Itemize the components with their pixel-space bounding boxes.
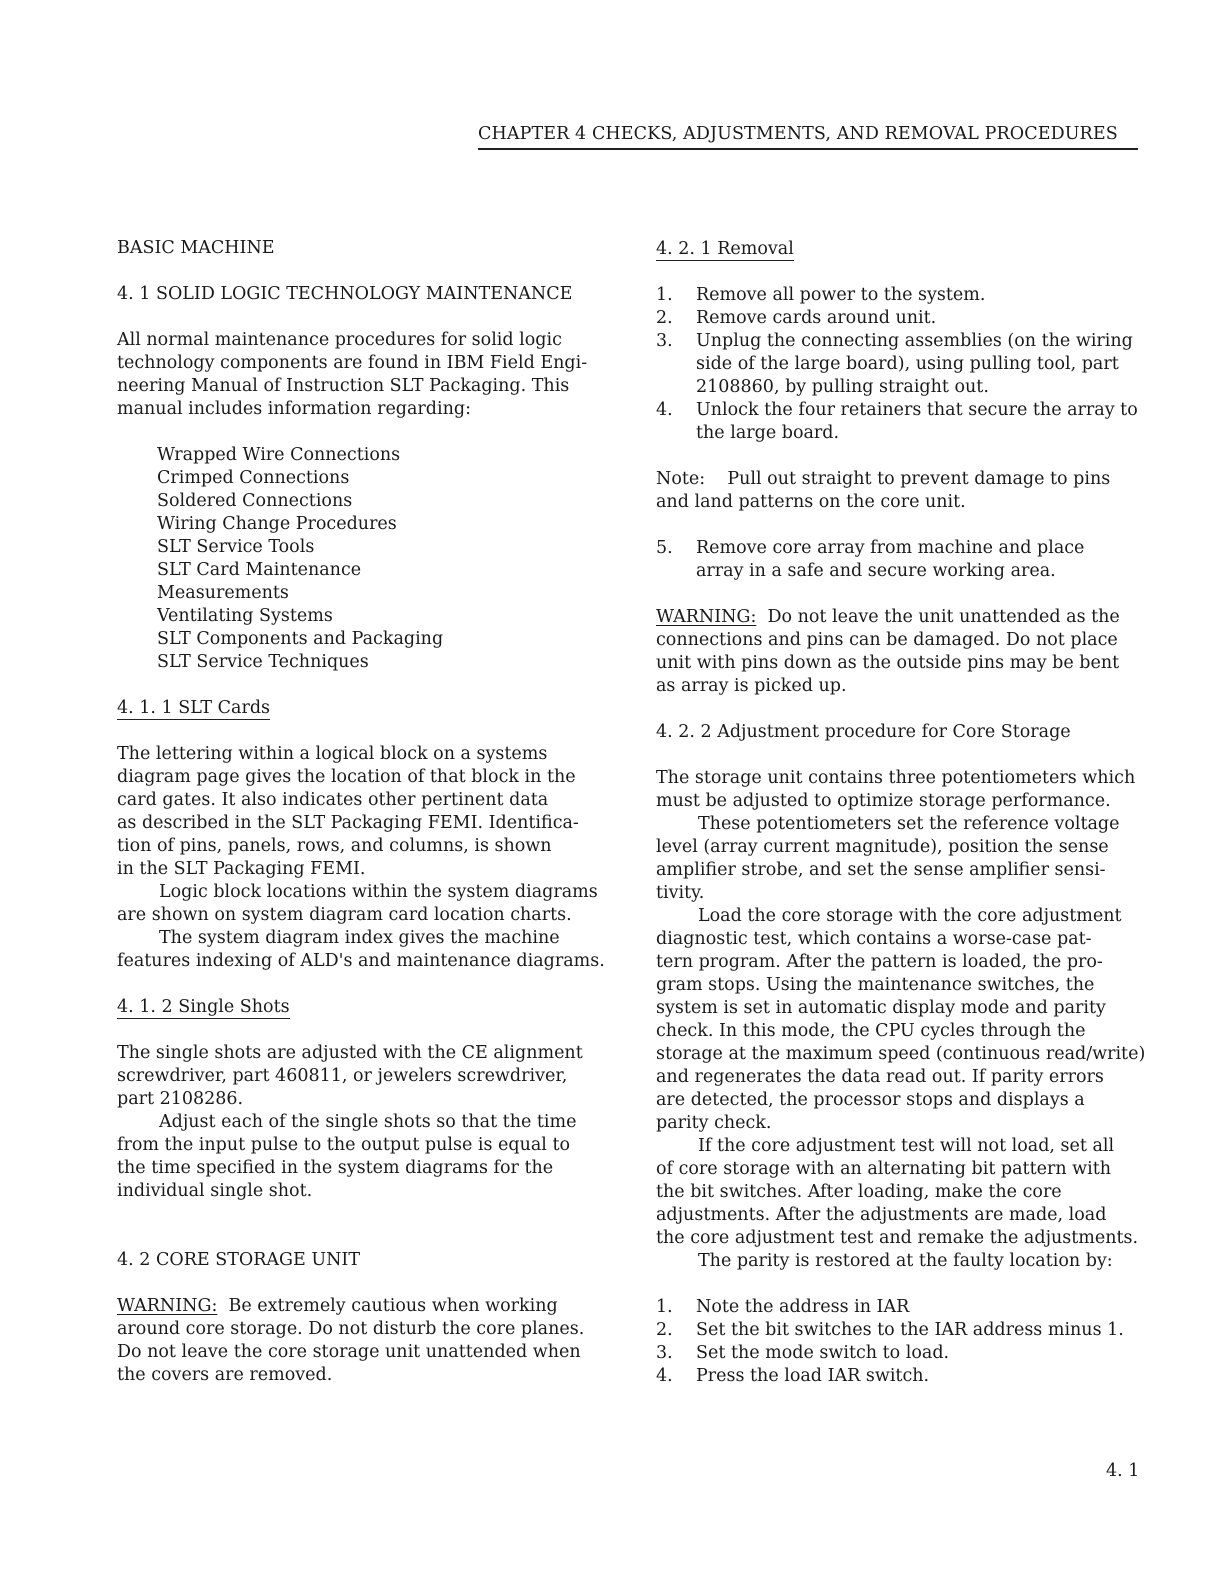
text-line: gram stops. Using the maintenance switches, the (656, 975, 1095, 995)
topic-item: SLT Service Techniques (157, 652, 369, 672)
text-line: level (array current magnitude), position the sense (656, 837, 1109, 857)
topic-item: Ventilating Systems (157, 606, 333, 626)
text-line: tern program. After the pattern is loaded, the pro- (656, 952, 1103, 972)
warning-text: Be extremely cautious when working (217, 1296, 558, 1316)
text-line: Remove core array from machine and place (696, 538, 1085, 558)
section-4-1-1-heading: 4. 1. 1 SLT Cards (117, 698, 271, 718)
topic-item: SLT Components and Packaging (157, 629, 444, 649)
step-number: 3. (656, 1343, 673, 1363)
list-item (656, 537, 1166, 583)
text-line: Note: Pull out straight to prevent damage to pins (656, 469, 1111, 489)
list-item (656, 1342, 1166, 1365)
topics-list (117, 444, 617, 674)
text-line: are detected, the processor stops and displays a (656, 1090, 1085, 1110)
step-text: Set the bit switches to the IAR address minus 1. (696, 1320, 1124, 1340)
list-item (656, 307, 1166, 330)
text-line: system is set in automatic display mode and parity (656, 998, 1106, 1018)
list-item (656, 330, 1166, 399)
topic-item: SLT Card Maintenance (157, 560, 362, 580)
text-line: Load the core storage with the core adjustment (698, 906, 1122, 926)
text-line: the bit switches. After loading, make the core (656, 1182, 1062, 1202)
section-4-2-heading: 4. 2 CORE STORAGE UNIT (117, 1250, 360, 1270)
right-column (656, 238, 1166, 1388)
text-line: screwdriver, part 460811, or jewelers screwdriver, (117, 1066, 568, 1086)
core-storage-warning (117, 1295, 617, 1387)
list-item (656, 1296, 1166, 1319)
slt-cards-paragraph (117, 743, 617, 973)
text-line: amplifier strobe, and set the sense amplifier sensi- (656, 860, 1106, 880)
warning-label: WARNING: (656, 607, 757, 627)
text-line: must be adjusted to optimize storage performance. (656, 791, 1111, 811)
text-line: in the SLT Packaging FEMI. (117, 859, 366, 879)
warning-text: Do not leave the unit unattended as the (756, 607, 1120, 627)
text-line: Unplug the connecting assemblies (on the wiring (696, 331, 1133, 351)
topic-item: SLT Service Tools (157, 537, 315, 557)
adjustment-paragraph (656, 767, 1166, 1273)
text-line: are shown on system diagram card location charts. (117, 905, 572, 925)
text-line: adjustments. After the adjustments are made, load (656, 1205, 1107, 1225)
text-line: These potentiometers set the reference voltage (698, 814, 1120, 834)
text-line: If the core adjustment test will not load, set all (698, 1136, 1115, 1156)
warning-label: WARNING: (117, 1296, 218, 1316)
text-line: The parity is restored at the faulty location by: (698, 1251, 1113, 1271)
text-line: All normal maintenance procedures for solid logic (117, 330, 562, 350)
text-line: Remove cards around unit. (696, 308, 937, 328)
text-line: as described in the SLT Packaging FEMI. Identifica- (117, 813, 579, 833)
list-item (656, 1319, 1166, 1342)
text-line: check. In this mode, the CPU cycles through the (656, 1021, 1086, 1041)
topic-item: Wrapped Wire Connections (157, 445, 401, 465)
text-line: Remove all power to the system. (696, 285, 986, 305)
step-number: 1. (656, 285, 673, 305)
basic-machine-heading: BASIC MACHINE (117, 238, 275, 258)
text-line: the core adjustment test and remake the adjustments. (656, 1228, 1139, 1248)
section-4-2-2-heading: 4. 2. 2 Adjustment procedure for Core Storage (656, 722, 1071, 742)
topic-item: Crimped Connections (157, 468, 350, 488)
step-number: 2. (656, 308, 673, 328)
text-line: Adjust each of the single shots so that the time (159, 1112, 577, 1132)
text-line: 2108860, by pulling straight out. (696, 377, 989, 397)
text-line: side of the large board), using pulling tool, part (696, 354, 1119, 374)
step-text: Set the mode switch to load. (696, 1343, 950, 1363)
chapter-header: CHAPTER 4 CHECKS, ADJUSTMENTS, AND REMOVAL PROCEDURES (478, 124, 1138, 150)
text-line: diagram page gives the location of that block in the (117, 767, 576, 787)
text-line: Do not leave the core storage unit unattended when (117, 1342, 581, 1362)
section-4-2-1-heading: 4. 2. 1 Removal (656, 239, 794, 259)
step-number: 4. (656, 1366, 673, 1386)
text-line: and regenerates the data read out. If parity errors (656, 1067, 1104, 1087)
text-line: the large board. (696, 423, 840, 443)
removal-warning (656, 606, 1166, 698)
text-line: from the input pulse to the output pulse is equal to (117, 1135, 571, 1155)
left-column (117, 237, 617, 1387)
list-item (656, 399, 1166, 445)
step-number: 1. (656, 1297, 673, 1317)
intro-paragraph (117, 329, 617, 421)
text-line: connections and pins can be damaged. Do not place (656, 630, 1118, 650)
text-line: Unlock the four retainers that secure the array to (696, 400, 1138, 420)
section-4-1-heading: 4. 1 SOLID LOGIC TECHNOLOGY MAINTENANCE (117, 284, 573, 304)
text-line: card gates. It also indicates other pertinent data (117, 790, 549, 810)
list-item (656, 284, 1166, 307)
text-line: Logic block locations within the system diagrams (159, 882, 598, 902)
text-line: neering Manual of Instruction SLT Packaging. This (117, 376, 570, 396)
removal-note (656, 468, 1166, 514)
text-line: The lettering within a logical block on a systems (117, 744, 548, 764)
text-line: storage at the maximum speed (continuous read/write) (656, 1044, 1146, 1064)
step-number: 3. (656, 331, 673, 351)
topic-item: Measurements (157, 583, 289, 603)
step-text: Note the address in IAR (696, 1297, 910, 1317)
single-shots-paragraph (117, 1042, 617, 1203)
text-line: parity check. (656, 1113, 772, 1133)
text-line: as array is picked up. (656, 676, 847, 696)
removal-steps-list (656, 284, 1166, 445)
step-number: 4. (656, 400, 673, 420)
topic-item: Wiring Change Procedures (157, 514, 397, 534)
section-4-1-2-heading: 4. 1. 2 Single Shots (117, 997, 290, 1017)
text-line: tion of pins, panels, rows, and columns, is shown (117, 836, 552, 856)
step-number: 2. (656, 1320, 673, 1340)
topic-item: Soldered Connections (157, 491, 353, 511)
parity-steps-list (656, 1296, 1166, 1388)
text-line: part 2108286. (117, 1089, 244, 1109)
text-line: technology components are found in IBM Field Engi- (117, 353, 588, 373)
text-line: unit with pins down as the outside pins may be bent (656, 653, 1120, 673)
text-line: the time specified in the system diagrams for the (117, 1158, 554, 1178)
text-line: and land patterns on the core unit. (656, 492, 966, 512)
step-number: 5. (656, 538, 673, 558)
page-number: 4. 1 (1106, 1461, 1140, 1481)
text-line: The storage unit contains three potentiometers which (656, 768, 1136, 788)
text-line: array in a safe and secure working area. (696, 561, 1056, 581)
text-line: features indexing of ALD's and maintenance diagrams. (117, 951, 605, 971)
text-line: individual single shot. (117, 1181, 313, 1201)
text-line: of core storage with an alternating bit pattern with (656, 1159, 1112, 1179)
text-line: tivity. (656, 883, 705, 903)
text-line: the covers are removed. (117, 1365, 333, 1385)
text-line: manual includes information regarding: (117, 399, 471, 419)
text-line: The single shots are adjusted with the CE alignment (117, 1043, 583, 1063)
text-line: The system diagram index gives the machine (159, 928, 560, 948)
text-line: around core storage. Do not disturb the core planes. (117, 1319, 585, 1339)
list-item (656, 1365, 1166, 1388)
text-line: diagnostic test, which contains a worse-case pat- (656, 929, 1092, 949)
step-text: Press the load IAR switch. (696, 1366, 930, 1386)
